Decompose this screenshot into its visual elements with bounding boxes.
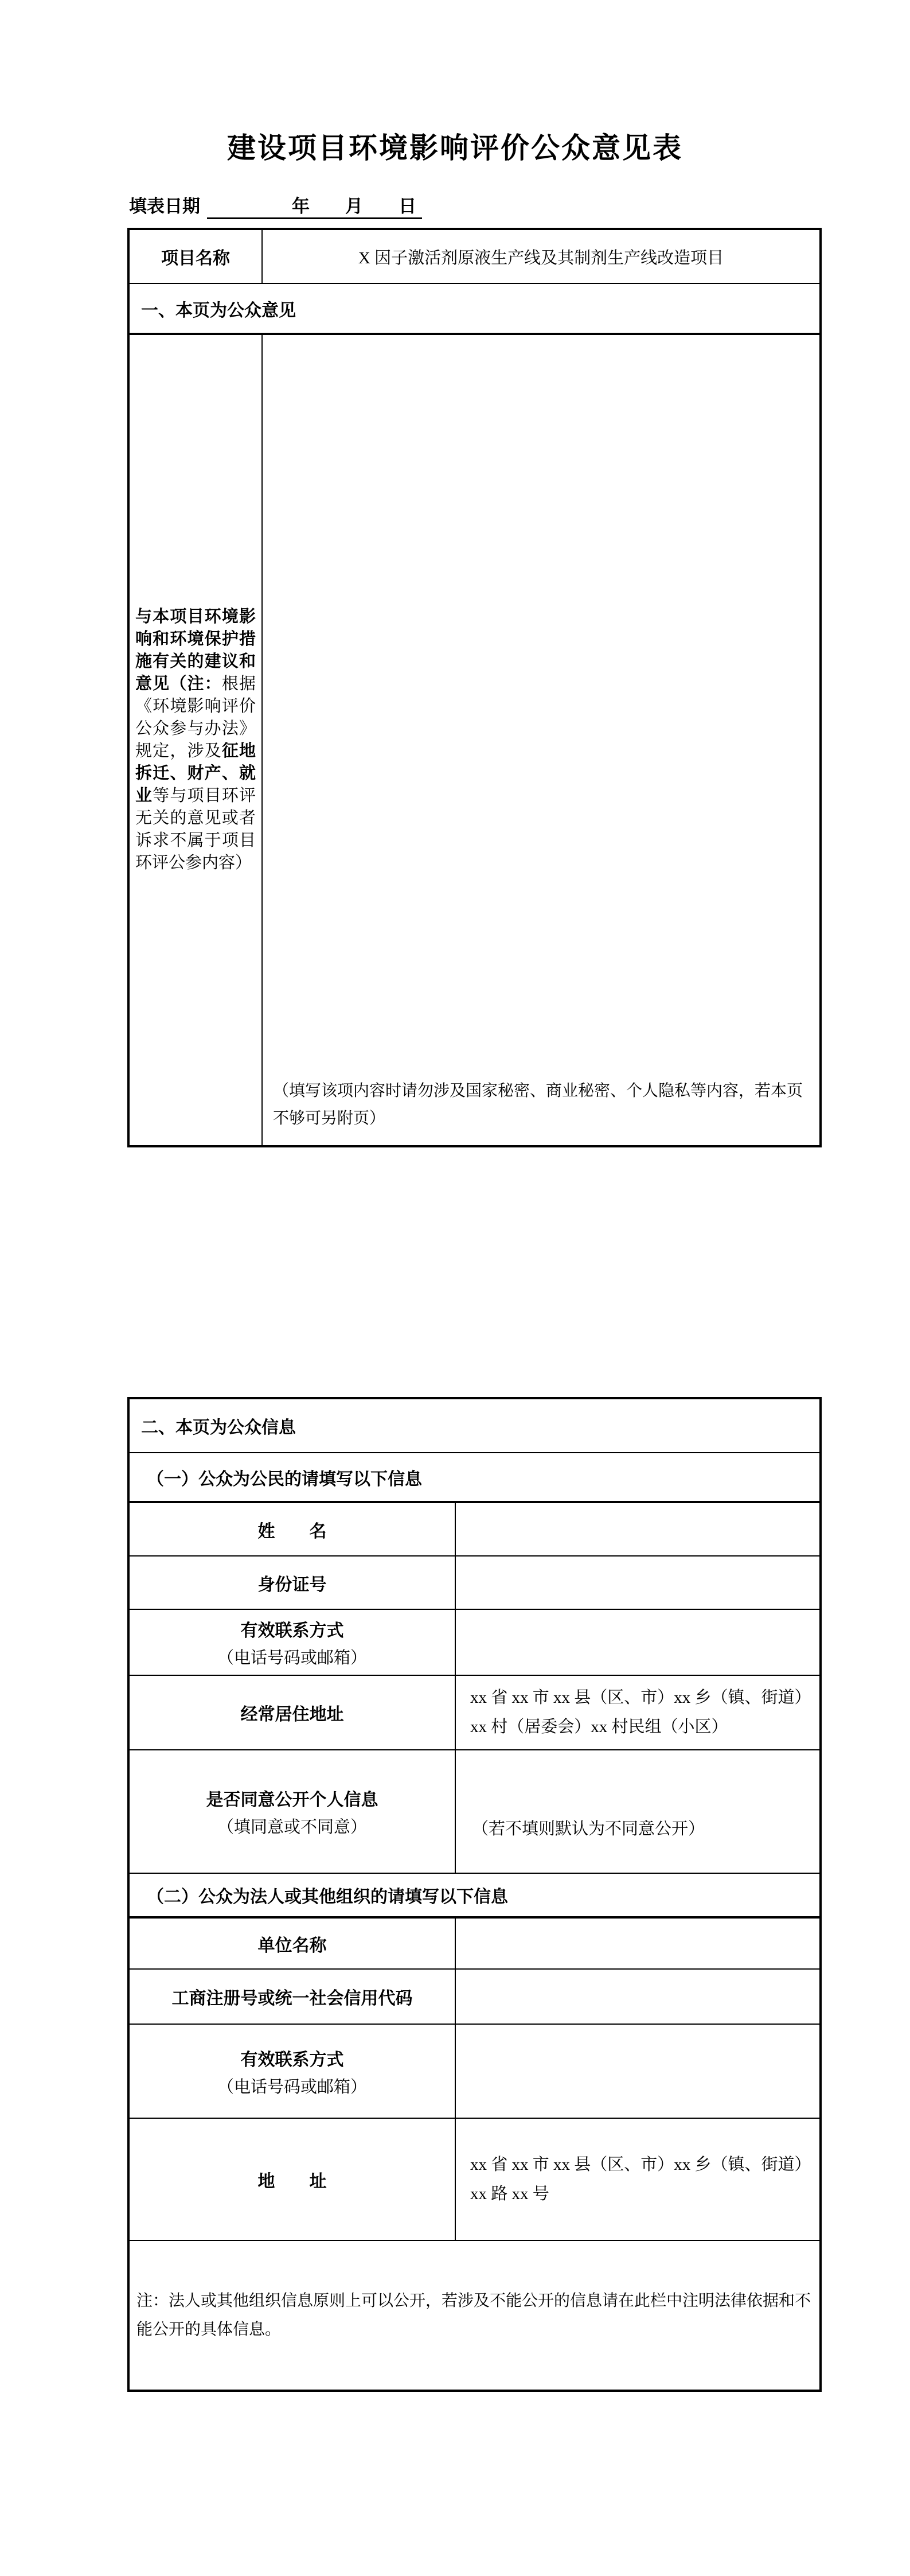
project-name-label-cell: 项目名称	[128, 229, 262, 283]
opinion-label-seg4: 等与项目环评无关的意见或者诉求不属于项目环评公参内容）	[135, 787, 256, 872]
section-two-header: 二、本页为公众信息	[128, 1398, 821, 1453]
residence-address-value-cell[interactable]: xx 省 xx 市 xx 县（区、市）xx 乡（镇、街道）xx 村（居委会）xx 村民组（小区）	[455, 1675, 821, 1750]
id-number-label-cell: 身份证号	[128, 1556, 455, 1609]
consent-hint-note: （若不填则默认为不同意公开）	[472, 1820, 705, 1838]
opinion-label-seg2: 根据《环境影响评价公众参与办法》规定，涉及	[135, 675, 256, 760]
citizen-part-row	[128, 1453, 821, 1502]
citizen-contact-label-cell	[128, 1609, 455, 1675]
consent-label: 是否同意公开个人信息	[206, 1791, 378, 1810]
org-name-row	[128, 1917, 821, 1969]
opinion-input-cell[interactable]	[262, 334, 821, 1146]
org-part-row	[128, 1873, 821, 1917]
opinion-label-cell	[128, 334, 262, 1146]
id-number-row	[128, 1556, 821, 1609]
opinion-table-grid	[127, 228, 822, 1147]
opinion-fill-note: （填写该项内容时请勿涉及国家秘密、商业秘密、个人隐私等内容，若本页不够可另附页）	[273, 1082, 803, 1127]
footnote-row	[128, 2240, 821, 2391]
opinion-row	[128, 334, 821, 1146]
citizen-contact-row	[128, 1609, 821, 1675]
org-contact-row	[128, 2024, 821, 2118]
name-input-cell[interactable]	[455, 1502, 821, 1556]
fill-date-line	[129, 192, 422, 219]
citizen-contact-label: 有效联系方式	[240, 1621, 344, 1640]
org-name-input-cell[interactable]	[455, 1917, 821, 1969]
project-name-value-cell: X 因子激活剂原液生产线及其制剂生产线改造项目	[262, 229, 821, 283]
name-label-cell: 姓 名	[128, 1502, 455, 1556]
org-contact-label-cell	[128, 2024, 455, 2118]
consent-label-cell	[128, 1750, 455, 1873]
project-name-row	[128, 229, 821, 283]
residence-address-label-cell: 经常居住地址	[128, 1675, 455, 1750]
consent-row	[128, 1750, 821, 1873]
consent-sublabel: （填同意或不同意）	[217, 1818, 367, 1836]
org-reg-row	[128, 1969, 821, 2024]
section-two-row	[128, 1398, 821, 1453]
org-contact-label: 有效联系方式	[240, 2050, 344, 2069]
opinion-table	[127, 228, 822, 1147]
opinion-label-seg3: 征地拆迁、财产、就业	[135, 742, 256, 805]
org-contact-input-cell[interactable]	[455, 2024, 821, 2118]
citizen-contact-sublabel: （电话号码或邮箱）	[217, 1649, 367, 1667]
fill-date-blank-field[interactable]: 年 月 日	[207, 192, 422, 219]
consent-input-cell[interactable]	[455, 1750, 821, 1873]
org-address-value-cell[interactable]: xx 省 xx 市 xx 县（区、市）xx 乡（镇、街道）xx 路 xx 号	[455, 2118, 821, 2240]
public-info-table	[127, 1397, 822, 2392]
page-title: 建设项目环境影响评价公众意见表	[227, 132, 683, 164]
org-part-header: （二）公众为法人或其他组织的请填写以下信息	[128, 1873, 821, 1917]
fill-date-label: 填表日期	[129, 196, 200, 216]
org-footnote: 注：法人或其他组织信息原则上可以公开，若涉及不能公开的信息请在此栏中注明法律依据和不能公开的具体信息。	[128, 2240, 821, 2391]
citizen-part-header: （一）公众为公民的请填写以下信息	[128, 1453, 821, 1502]
opinion-label-seg1: 与本项目环境影响和环境保护措施有关的建议和意见（注：	[135, 608, 256, 693]
id-number-input-cell[interactable]	[455, 1556, 821, 1609]
org-reg-input-cell[interactable]	[455, 1969, 821, 2024]
name-row	[128, 1502, 821, 1556]
org-name-label-cell: 单位名称	[128, 1917, 455, 1969]
org-address-row	[128, 2118, 821, 2240]
public-info-table-grid	[127, 1397, 822, 2392]
org-reg-label-cell: 工商注册号或统一社会信用代码	[128, 1969, 455, 2024]
citizen-contact-input-cell[interactable]	[455, 1609, 821, 1675]
residence-address-row	[128, 1675, 821, 1750]
org-address-label-cell: 地 址	[128, 2118, 455, 2240]
section-one-row	[128, 283, 821, 334]
org-contact-sublabel: （电话号码或邮箱）	[217, 2077, 367, 2096]
section-one-header: 一、本页为公众意见	[128, 283, 821, 334]
